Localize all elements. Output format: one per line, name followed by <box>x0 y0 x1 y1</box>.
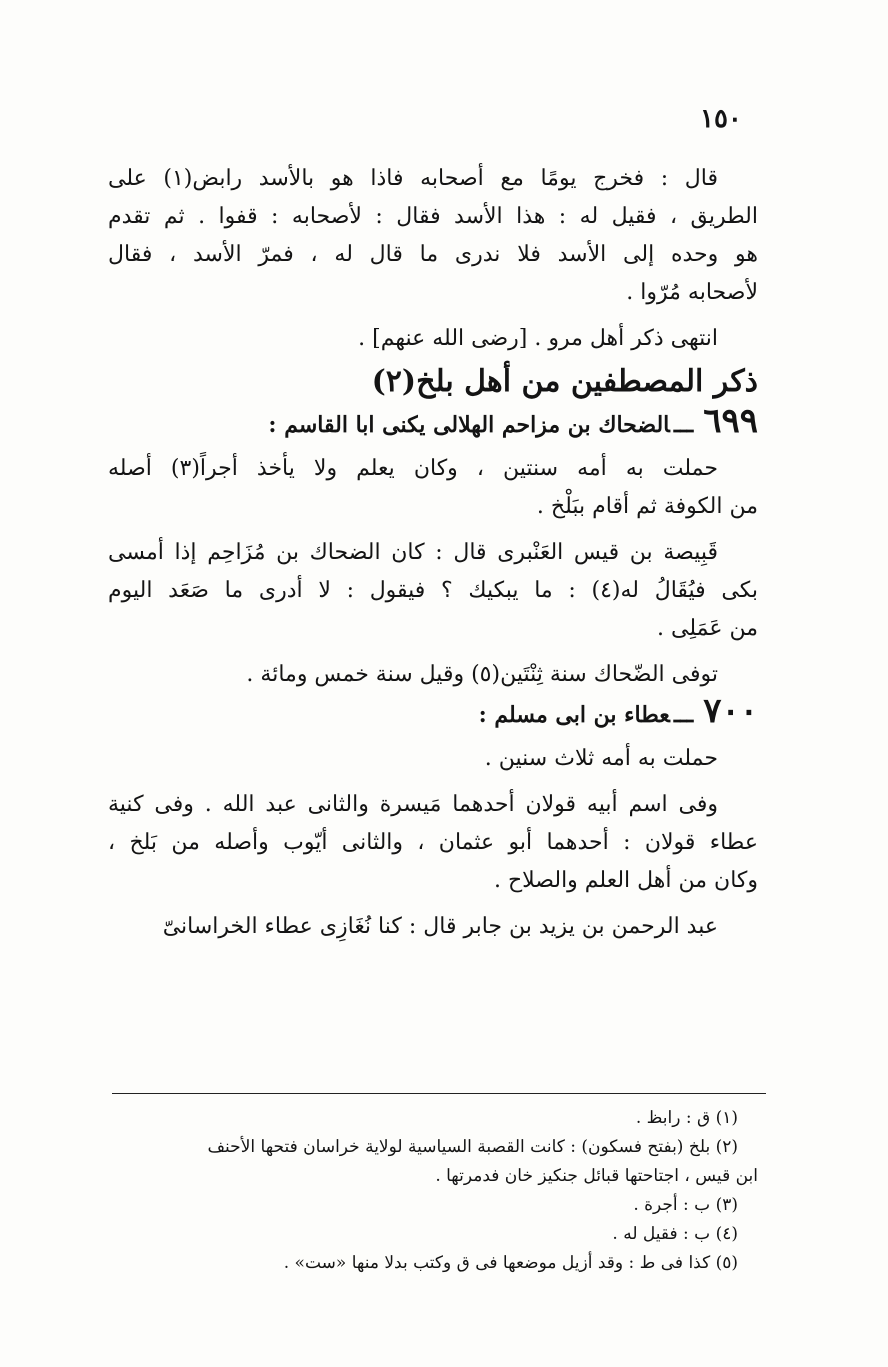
entry-title: الضحاك بن مزاحم الهلالى يكنى ابا القاسم : <box>268 412 670 438</box>
text-line: هو وحده إلى الأسد فلا ندرى ما قال له ، فمرّ الأسد ، فقال <box>108 242 758 267</box>
text-line: قال : فخرج يومًا مع أصحابه فاذا هو بالأسد رابض(١) على <box>108 166 718 191</box>
text-line: وكان من أهل العلم والصلاح . <box>493 868 758 893</box>
text-line: عطاء قولان : أحدهما أبو عثمان ، والثانى أيّوب وأصله من بَلخ ، <box>108 830 758 855</box>
footnote-1: (١) ق : رابظ . <box>635 1108 738 1128</box>
entry-title: عطاء بن ابى مسلم : <box>478 702 670 728</box>
entry-dash: ـــ <box>673 412 694 438</box>
footnote-2-continued: ابن قيس ، اجتاحتها قبائل جنكيز خان فدمرتها . <box>435 1166 758 1186</box>
section-heading: ذكر المصطفين من أهل بلخ(٢) <box>371 364 758 399</box>
main-text <box>108 160 758 946</box>
text-line: توفى الضّحاك سنة ثِنْتَين(٥) وقيل سنة خمس ومائة . <box>246 662 718 687</box>
entry-dash: ـــ <box>673 702 694 728</box>
entry-700-heading <box>108 691 758 732</box>
footnote-3: (٣) ب : أجرة . <box>633 1195 738 1215</box>
text-line: حملت به أمه ثلاث سنين . <box>484 746 718 771</box>
footnote-5: (٥) كذا فى ط : وقد أزيل موضعها فى ق وكتب بدلا منها «ست» . <box>283 1253 738 1273</box>
entry-number: ٦٩٩ <box>703 401 758 441</box>
text-line: قَبِيصة بن قيس العَنْبرى قال : كان الضحاك بن مُزَاحِم إذا أمسى <box>108 540 718 565</box>
text-line: من عَمَلِى . <box>657 616 758 641</box>
entry-number: ٧٠٠ <box>703 691 758 731</box>
footnote-4: (٤) ب : فقيل له . <box>612 1224 738 1244</box>
text-line: من الكوفة ثم أقام ببَلْخ . <box>536 494 758 519</box>
text-line: بكى فيُقَالُ له(٤) : ما يبكيك ؟ فيقول : لا أدرى ما صَعَد اليوم <box>108 578 758 603</box>
text-line: حملت به أمه سنتين ، وكان يعلم ولا يأخذ أجراً(٣) أصله <box>108 456 718 481</box>
footnote-2: (٢) بلخ (بفتح فسكون) : كانت القصبة السياسية لولاية خراسان فتحها الأحنف <box>207 1137 738 1157</box>
page-number: ١٥٠ <box>700 104 742 134</box>
text-line: وفى اسم أبيه قولان أحدهما مَيسرة والثانى عبد الله . وفى كنية <box>108 792 718 817</box>
text-line: الطريق ، فقيل له : هذا الأسد فقال : لأصحابه : قفوا . ثم تقدم <box>108 204 758 229</box>
text-line: عبد الرحمن بن يزيد بن جابر قال : كنا نُغَازِى عطاء الخراسانىّ <box>162 914 718 939</box>
footnote-divider <box>112 1093 766 1094</box>
entry-699-heading <box>108 401 758 442</box>
text-line: لأصحابه مُرّوا . <box>626 280 758 305</box>
footnotes <box>108 1104 758 1278</box>
text-line: انتهى ذكر أهل مرو . [رضى الله عنهم] . <box>358 326 718 351</box>
